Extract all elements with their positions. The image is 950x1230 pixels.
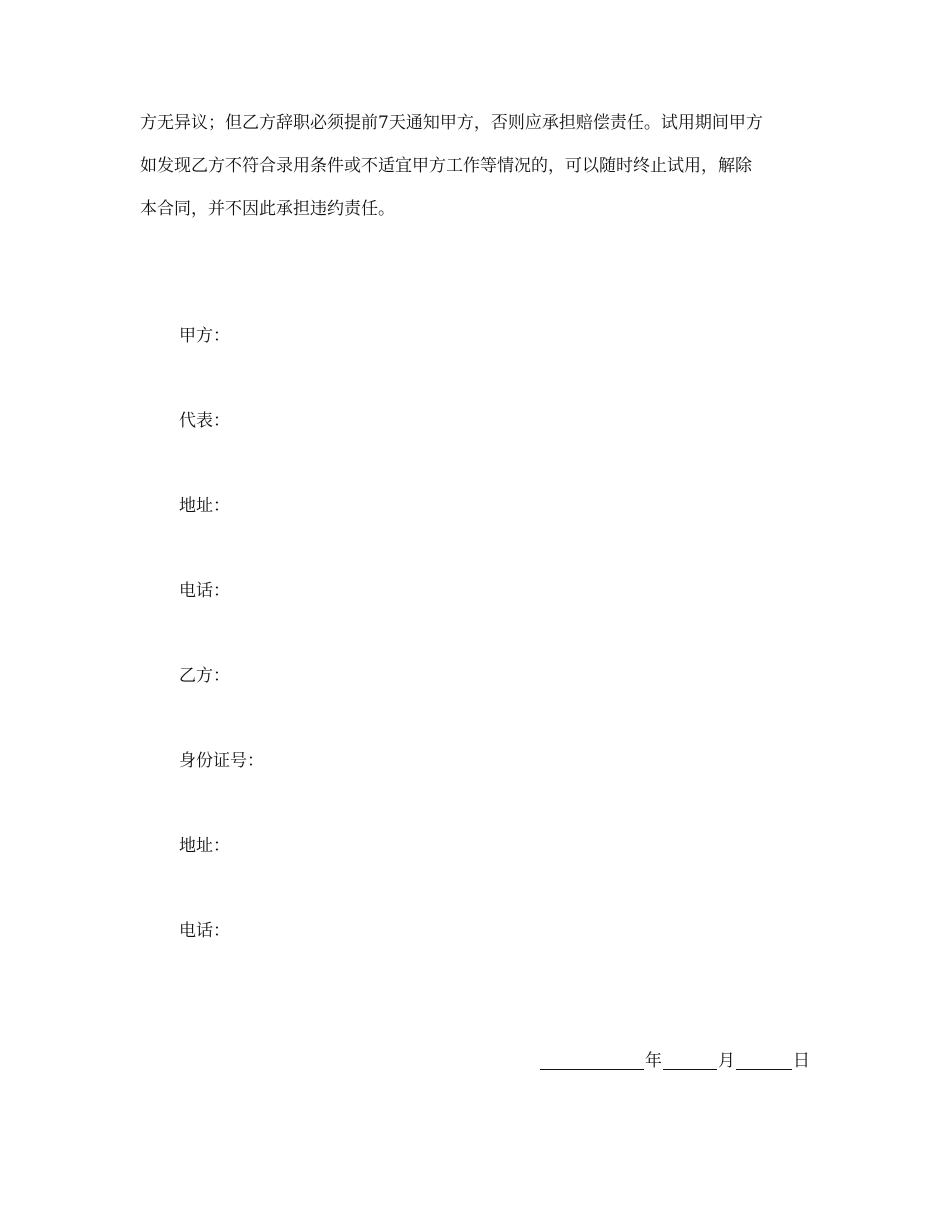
month-label: 月 [718,1051,735,1071]
paragraph-line: 本合同，并不因此承担违约责任。 [140,199,395,219]
paragraph-line: 方无异议；但乙方辞职必须提前7天通知甲方，否则应承担赔偿责任。试用期间甲方 [140,113,763,133]
year-label: 年 [645,1051,662,1071]
day-label: 日 [793,1051,810,1071]
party-a-representative-label: 代表： [179,411,230,431]
party-b-phone-label: 电话： [179,921,230,941]
party-b-label: 乙方： [179,666,230,686]
party-b-id-label: 身份证号： [179,751,264,771]
paragraph-line: 如发现乙方不符合录用条件或不适宜甲方工作等情况的，可以随时终止试用，解除 [140,156,752,176]
party-a-phone-label: 电话： [179,581,230,601]
month-blank [663,1053,717,1070]
signing-date [540,1053,812,1070]
party-a-label: 甲方： [179,326,230,346]
party-a-address-label: 地址： [179,496,230,516]
day-blank [736,1053,792,1070]
year-blank [540,1053,644,1070]
party-b-address-label: 地址： [179,836,230,856]
